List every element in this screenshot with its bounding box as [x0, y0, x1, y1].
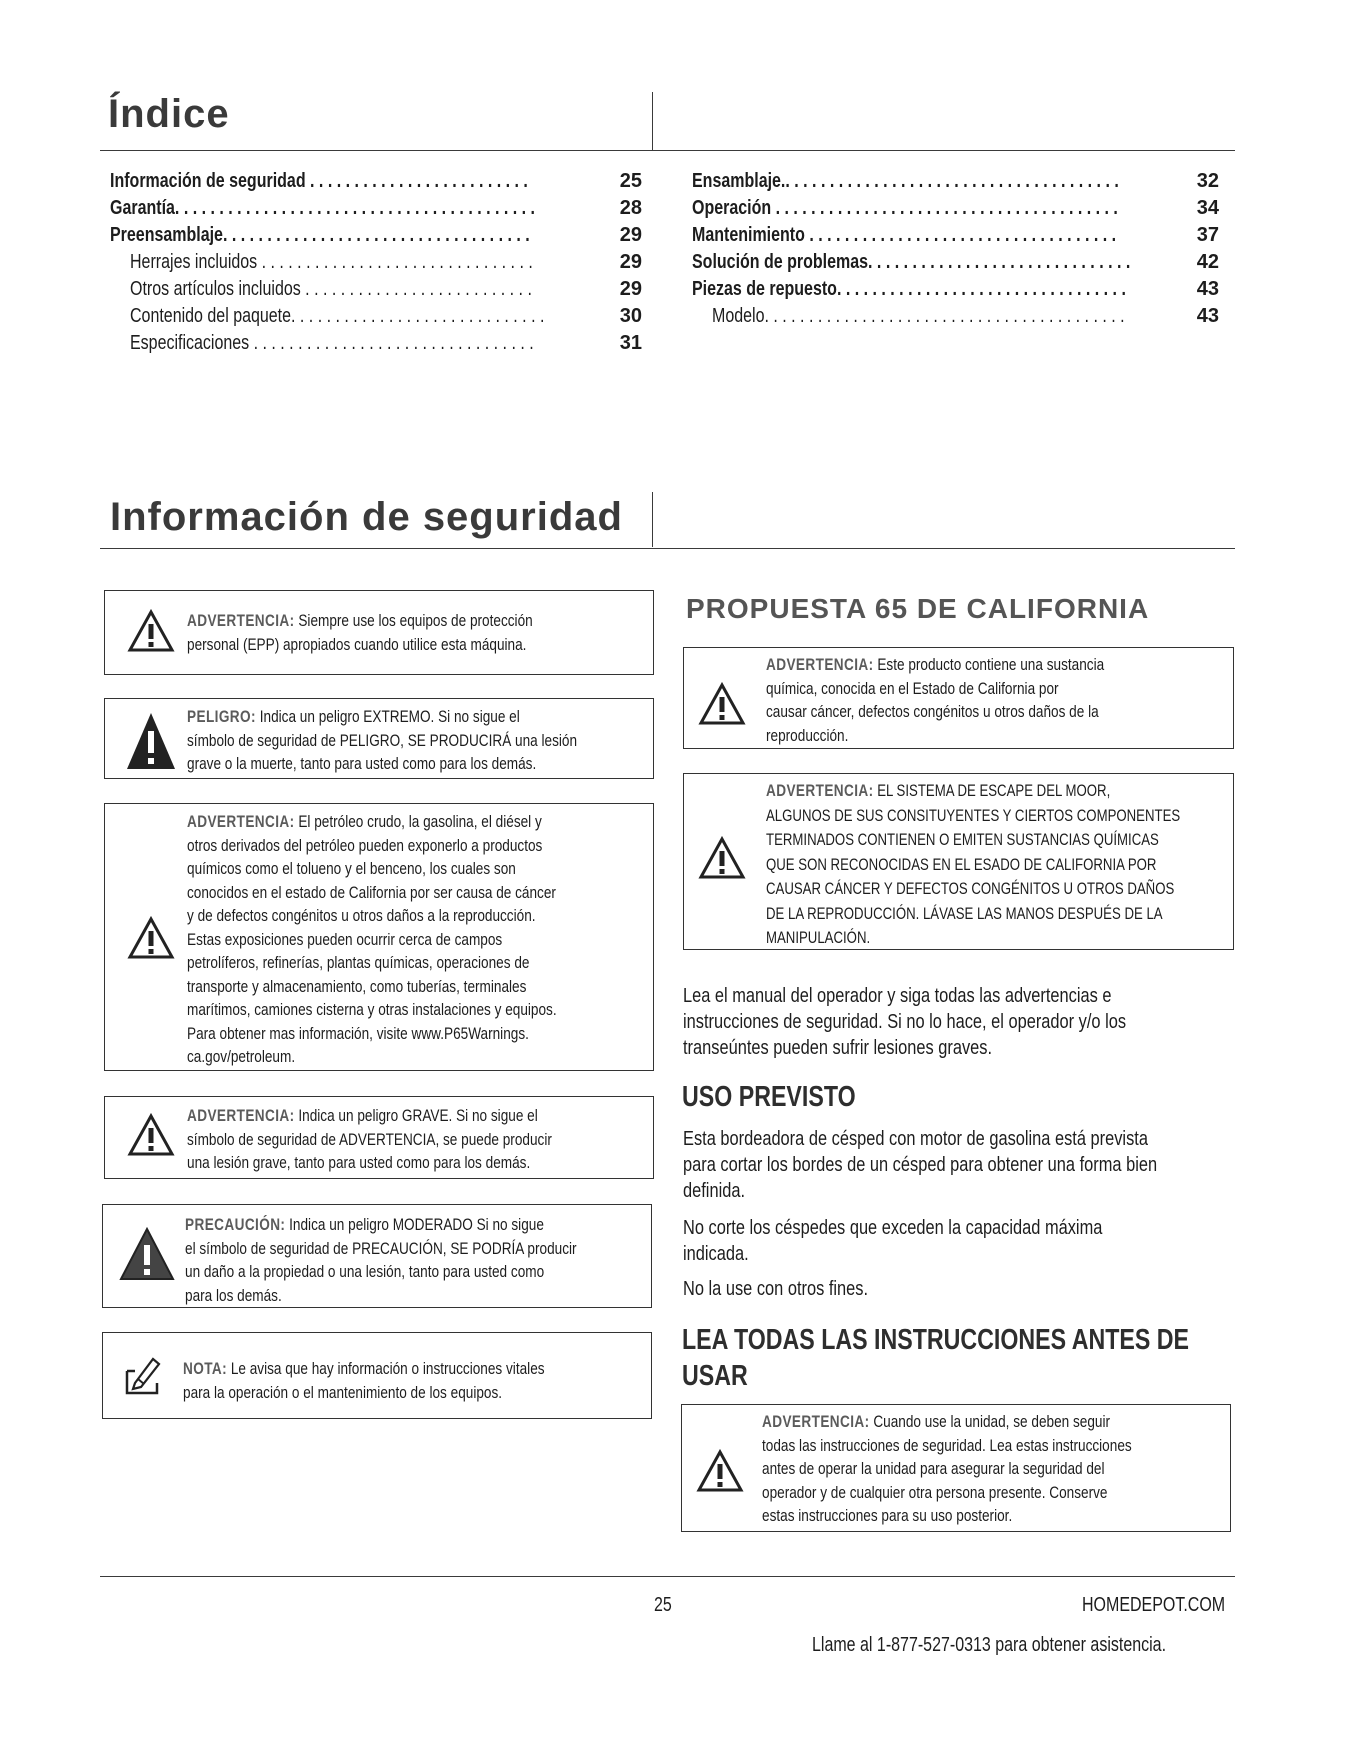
- instructions-warning-box: [681, 1404, 1231, 1532]
- box-keyword: ADVERTENCIA:: [766, 781, 874, 800]
- toc-page-number: 29: [619, 251, 642, 273]
- uso-paragraph-1: [683, 1126, 1276, 1204]
- box-keyword: ADVERTENCIA:: [187, 611, 295, 630]
- toc-leader: . . . . . . . . . . . . . . . . . . . . . . . . . . . . . . . . . . .: [804, 224, 1117, 246]
- toc-page-number: 42: [1196, 251, 1219, 273]
- box-line: para los demás.: [185, 1285, 282, 1305]
- box-line: DE LA REPRODUCCIÓN. LÁVASE LAS MANOS DESPUÉS DE LA: [766, 904, 1163, 923]
- box-keyword: PELIGRO:: [187, 707, 256, 726]
- box-line: química, conocida en el Estado de California por: [766, 678, 1059, 698]
- toc-leader: . . . . . . . . . . . . . . . . . . . . . . . . . . . . . . . . . . . . . . . . .: [174, 197, 536, 219]
- paragraph-line: para cortar los bordes de un césped para obtener una forma bien: [683, 1153, 1158, 1176]
- toc-leader: . . . . . . . . . . . . . . . . . . . . . . . . . .: [300, 278, 532, 300]
- box-line: personal (EPP) apropiados cuando utilice esta máquina.: [187, 634, 527, 654]
- toc-label: Información de seguridad: [110, 170, 306, 192]
- toc-leader: . . . . . . . . . . . . . . . . . . . . . . . . . . . . . . .: [257, 251, 533, 273]
- box-keyword: NOTA:: [183, 1359, 228, 1378]
- box-line: Cuando use la unidad, se deben seguir: [873, 1412, 1111, 1431]
- box-line: símbolo de seguridad de PELIGRO, SE PRODUCIRÁ una lesión: [187, 730, 578, 750]
- danger-triangle-icon: [125, 711, 177, 771]
- paragraph-line: Esta bordeadora de césped con motor de gasolina está prevista: [683, 1127, 1148, 1150]
- toc-right-column: [692, 168, 1219, 330]
- warning-triangle-icon: [698, 682, 746, 726]
- toc-page-number: 29: [619, 278, 642, 300]
- box-line: otros derivados del petróleo pueden exponerlo a productos: [187, 835, 543, 855]
- box-line: marítimos, camiones cisterna y otras instalaciones y equipos.: [187, 1000, 557, 1019]
- toc-label: Contenido del paquete: [130, 305, 292, 327]
- box-keyword: ADVERTENCIA:: [187, 812, 295, 831]
- toc-leader: . . . . . . . . . . . . . . . . . . . . . . . . . . . . .: [291, 305, 545, 327]
- warning-triangle-icon: [127, 1113, 175, 1157]
- indice-title: Índice: [108, 92, 230, 136]
- toc-page-number: 43: [1196, 278, 1219, 300]
- toc-label: Garantía: [110, 197, 175, 219]
- box-line: TERMINADOS CONTIENEN O EMITEN SUSTANCIAS QUÍMICAS: [766, 831, 1159, 849]
- indice-rule: [100, 150, 1235, 151]
- caution-box: [102, 1204, 652, 1308]
- warning-triangle-icon: [696, 1449, 744, 1493]
- toc-entry[interactable]: [692, 303, 1219, 330]
- paragraph-line: indicada.: [683, 1242, 749, 1265]
- box-line: operador y de cualquier otra persona presente. Conserve: [762, 1482, 1108, 1502]
- toc-page-number: 28: [619, 197, 642, 219]
- box-line: EL SISTEMA DE ESCAPE DEL MOOR,: [877, 782, 1111, 800]
- toc-entry[interactable]: [692, 168, 1219, 195]
- box-line: El petróleo crudo, la gasolina, el diésel y: [298, 812, 542, 831]
- header-divider: [652, 92, 653, 150]
- toc-entry[interactable]: [692, 195, 1219, 222]
- box-line: Para obtener mas información, visite www.P65Warnings.: [187, 1023, 529, 1043]
- toc-entry[interactable]: [110, 330, 642, 357]
- toc-entry[interactable]: [110, 303, 642, 330]
- note-box: [102, 1332, 652, 1419]
- toc-entry[interactable]: [692, 276, 1219, 303]
- note-pencil-icon: [121, 1353, 165, 1397]
- box-line: antes de operar la unidad para asegurar la seguridad del: [762, 1459, 1105, 1478]
- toc-page-number: 34: [1196, 197, 1219, 219]
- toc-leader: . . . . . . . . . . . . . . . . . . . . . . . . . . . . . . . . . . . . . . . . .: [764, 305, 1125, 327]
- paragraph-line: Lea el manual del operador y siga todas las advertencias e: [683, 984, 1112, 1007]
- toc-label: Ensamblaje..: [692, 170, 790, 192]
- box-line: símbolo de seguridad de ADVERTENCIA, se puede producir: [187, 1129, 552, 1149]
- toc-leader: . . . . . . . . . . . . . . . . . . . . . . . . . . . . . . . . . . .: [222, 224, 530, 246]
- warning-box-serious: [104, 1096, 654, 1179]
- box-line: ALGUNOS DE SUS CONSITUYENTES Y CIERTOS COMPONENTES: [766, 806, 1181, 825]
- toc-entry[interactable]: [110, 168, 642, 195]
- site-link[interactable]: HOMEDEPOT.COM: [1082, 1594, 1226, 1616]
- toc-page-number: 29: [619, 224, 642, 246]
- toc-page-number: 37: [1196, 224, 1219, 246]
- box-line: QUE SON RECONOCIDAS EN EL ESADO DE CALIFORNIA POR: [766, 855, 1157, 874]
- box-keyword: ADVERTENCIA:: [187, 1106, 295, 1125]
- box-line: Siempre use los equipos de protección: [298, 611, 533, 630]
- uso-paragraph-3: [683, 1276, 914, 1302]
- toc-leader: . . . . . . . . . . . . . . . . . . . . . . . . . . . . . . . . . . . . .: [789, 170, 1119, 192]
- paragraph-line: No la use con otros fines.: [683, 1277, 869, 1300]
- toc-leader: . . . . . . . . . . . . . . . . . . . . . . . . . . . . . . . . . . . . . . .: [771, 197, 1118, 219]
- box-line: Indica un peligro GRAVE. Si no sigue el: [298, 1106, 538, 1125]
- box-line: conocidos en el estado de California por ser causa de cáncer: [187, 882, 556, 902]
- box-line: Estas exposiciones pueden ocurrir cerca de campos: [187, 929, 503, 949]
- toc-entry[interactable]: [692, 222, 1219, 249]
- warning-triangle-icon: [127, 916, 175, 960]
- paragraph-line: No corte los céspedes que exceden la capacidad máxima: [683, 1216, 1103, 1239]
- box-line: ca.gov/petroleum.: [187, 1047, 296, 1066]
- box-line: para la operación o el mantenimiento de los equipos.: [183, 1382, 503, 1402]
- box-line: Le avisa que hay información o instrucciones vitales: [230, 1359, 545, 1378]
- box-line: MANIPULACIÓN.: [766, 929, 871, 947]
- box-line: causar cáncer, defectos congénitos u otros daños de la: [766, 702, 1099, 721]
- box-line: reproducción.: [766, 725, 849, 745]
- paragraph-line: definida.: [683, 1179, 746, 1202]
- seguridad-rule: [100, 548, 1235, 549]
- toc-page-number: 30: [619, 305, 642, 327]
- toc-left-column: [110, 168, 642, 357]
- seguridad-title: Información de seguridad: [110, 495, 623, 539]
- paragraph-line: instrucciones de seguridad. Si no lo hace, el operador y/o los: [683, 1010, 1127, 1033]
- danger-box: [104, 698, 654, 779]
- box-line: Indica un peligro EXTREMO. Si no sigue el: [259, 707, 520, 726]
- toc-page-number: 31: [619, 332, 642, 354]
- toc-label: Mantenimiento: [692, 224, 805, 246]
- phone-assistance: Llame al 1-877-527-0313 para obtener asistencia.: [812, 1634, 1167, 1656]
- warning-triangle-icon: [698, 836, 746, 880]
- prop65-paragraph: [683, 983, 1237, 1061]
- toc-entry[interactable]: [110, 195, 642, 222]
- box-line: todas las instrucciones de seguridad. Lea estas instrucciones: [762, 1435, 1132, 1455]
- box-keyword: PRECAUCIÓN:: [185, 1215, 286, 1234]
- uso-paragraph-2: [683, 1215, 1207, 1267]
- box-line: el símbolo de seguridad de PRECAUCIÓN, SE PODRÍA producir: [185, 1238, 577, 1258]
- exhaust-warning-box: [683, 773, 1234, 950]
- box-line: CAUSAR CÁNCER Y DEFECTOS CONGÉNITOS U OTROS DAÑOS: [766, 880, 1175, 898]
- prop65-warning-box: [683, 647, 1234, 749]
- warning-triangle-icon: [127, 609, 175, 653]
- toc-label: Modelo: [712, 305, 765, 327]
- toc-page-number: 25: [619, 170, 642, 192]
- toc-label: Piezas de repuesto: [692, 278, 837, 300]
- box-line: un daño a la propiedad o una lesión, tanto para usted como: [185, 1262, 545, 1281]
- toc-leader: . . . . . . . . . . . . . . . . . . . . . . . . . . . . . . . .: [249, 332, 534, 354]
- toc-leader: . . . . . . . . . . . . . . . . . . . . . . . . .: [305, 170, 528, 192]
- toc-entry[interactable]: [110, 222, 642, 249]
- box-line: químicos como el tolueno y el benceno, los cuales son: [187, 859, 516, 878]
- toc-page-number: 32: [1196, 170, 1219, 192]
- box-line: grave o la muerte, tanto para usted como para los demás.: [187, 754, 537, 773]
- box-line: Este producto contiene una sustancia: [877, 655, 1105, 674]
- box-line: estas instrucciones para su uso posterior.: [762, 1506, 1013, 1525]
- propuesta-title: PROPUESTA 65 DE CALIFORNIA: [686, 593, 1150, 624]
- toc-label: Solución de problemas: [692, 251, 869, 273]
- box-line: transporte y almacenamiento, como tuberías, terminales: [187, 976, 527, 996]
- toc-label: Especificaciones: [130, 332, 250, 354]
- box-keyword: ADVERTENCIA:: [766, 655, 874, 674]
- toc-entry[interactable]: [110, 276, 642, 303]
- toc-leader: . . . . . . . . . . . . . . . . . . . . . . . . . . . . . . . . .: [836, 278, 1126, 300]
- toc-entry[interactable]: [110, 249, 642, 276]
- toc-leader: . . . . . . . . . . . . . . . . . . . . . . . . . . . . . .: [868, 251, 1131, 273]
- paragraph-line: transeúntes pueden sufrir lesiones graves.: [683, 1036, 993, 1059]
- toc-label: Otros artículos incluidos: [130, 278, 301, 300]
- box-line: Indica un peligro MODERADO Si no sigue: [289, 1215, 544, 1234]
- footer-rule: [100, 1576, 1235, 1577]
- toc-entry[interactable]: [692, 249, 1219, 276]
- uso-title: USO PREVISTO: [682, 1081, 856, 1113]
- caution-triangle-icon: [119, 1227, 175, 1283]
- page-number: 25: [654, 1594, 672, 1616]
- warning-box-petroleum: [104, 803, 654, 1071]
- box-line: una lesión grave, tanto para usted como para los demás.: [187, 1153, 531, 1172]
- box-keyword: ADVERTENCIA:: [762, 1412, 870, 1431]
- lea-title: LEA TODAS LAS INSTRUCCIONES ANTES DE USAR: [682, 1324, 1190, 1392]
- toc-page-number: 43: [1196, 305, 1219, 327]
- warning-box-ppe: [104, 590, 654, 675]
- toc-label: Preensamblaje: [110, 224, 223, 246]
- toc-label: Operación: [692, 197, 772, 219]
- toc-label: Herrajes incluidos: [130, 251, 258, 273]
- box-line: petrolíferos, refinerías, plantas químicas, operaciones de: [187, 953, 530, 972]
- box-line: y de defectos congénitos u otros daños a la reproducción.: [187, 906, 536, 925]
- seguridad-divider: [652, 492, 653, 547]
